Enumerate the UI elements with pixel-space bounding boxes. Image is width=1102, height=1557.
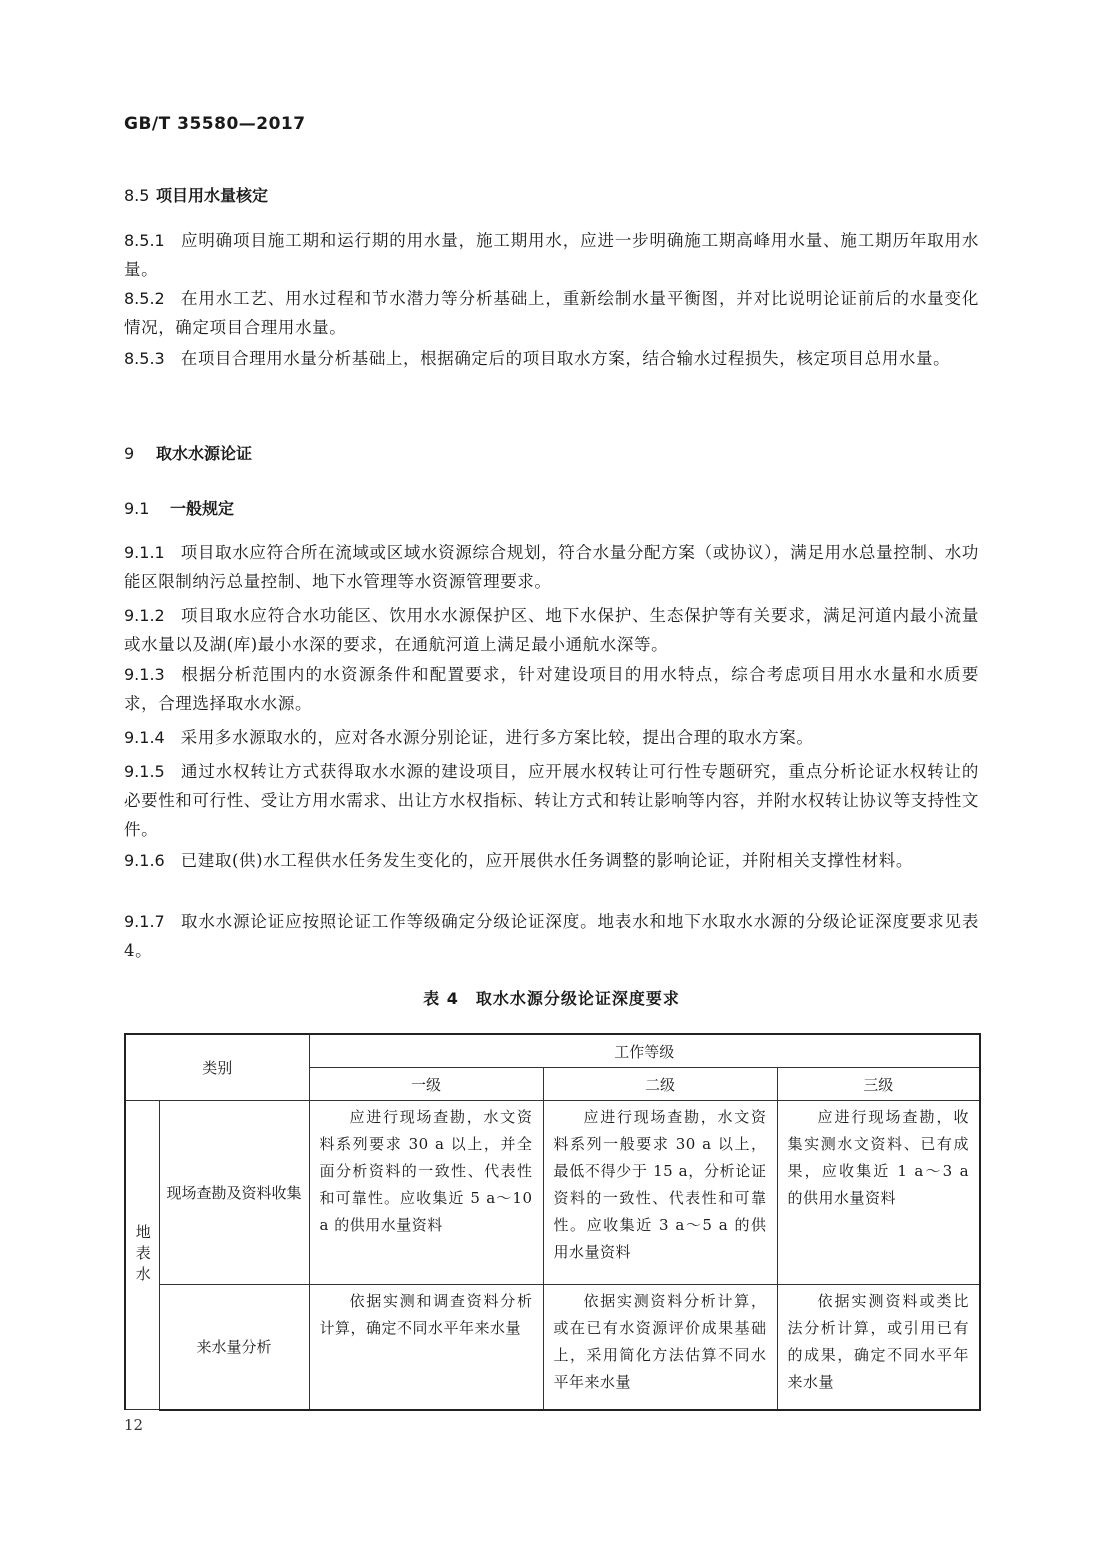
row-label: 现场查勘及资料收集 [159,1101,309,1285]
page-number: 12 [124,1416,144,1434]
paragraph-8-5-1: 8.5.1 应明确项目施工期和运行期的用水量，施工期用水，应进一步明确施工期高峰用水量、施工期历年取用水量。 [124,231,979,279]
header-level-2: 二级 [543,1068,777,1101]
standard-code: GB/T 35580—2017 [124,114,306,134]
group-label-surface-water: 地表水 [125,1101,159,1410]
header-level-3: 三级 [777,1068,980,1101]
table-cell: 应进行现场查勘，水文资料系列一般要求 30 a 以上，最低不得少于 15 a，分析论证资料的一致性、代表性和可靠性。应收集近 3 a～5 a 的供用水量资料 [543,1101,777,1285]
section-heading-9-1: 9.1 一般规定 [124,499,235,518]
table-row [125,1101,980,1285]
paragraph-9-1-4: 9.1.4 采用多水源取水的，应对各水源分别论证，进行多方案比较，提出合理的取水方案。 [124,728,814,747]
table-caption: 表 4 取水水源分级论证深度要求 [423,989,680,1008]
paragraph-9-1-6: 9.1.6 已建取(供)水工程供水任务发生变化的，应开展供水任务调整的影响论证，并附相关支撑性材料。 [124,851,913,870]
table-header-row [125,1034,980,1068]
section-heading-8-5: 8.5 项目用水量核定 [124,186,269,205]
table-cell: 依据实测和调查资料分析计算，确定不同水平年来水量 [309,1285,543,1410]
paragraph-8-5-3: 8.5.3 在项目合理用水量分析基础上，根据确定后的项目取水方案，结合输水过程损失，核定项目总用水量。 [124,349,951,368]
header-level-group: 工作等级 [309,1034,980,1068]
table-cell: 应进行现场查勘，收集实测水文资料、已有成果，应收集近 1 a～3 a 的供用水量资料 [777,1101,980,1285]
paragraph-9-1-7: 9.1.7 取水水源论证应按照论证工作等级确定分级论证深度。地表水和地下水取水水源的分级论证深度要求见表 4。 [124,912,979,960]
section-heading-9: 9 取水水源论证 [124,444,253,463]
table-cell: 依据实测资料分析计算，或在已有水资源评价成果基础上，采用简化方法估算不同水平年来水量 [543,1285,777,1410]
paragraph-9-1-2: 9.1.2 项目取水应符合水功能区、饮用水水源保护区、地下水保护、生态保护等有关要求，满足河道内最小流量或水量以及湖(库)最小水深的要求，在通航河道上满足最小通航水深等。 [124,606,979,654]
table-row [125,1285,980,1410]
source-depth-table [124,1033,981,1411]
row-label: 来水量分析 [159,1285,309,1410]
paragraph-9-1-1: 9.1.1 项目取水应符合所在流域或区域水资源综合规划，符合水量分配方案（或协议），满足用水总量控制、水功能区限制纳污总量控制、地下水管理等水资源管理要求。 [124,543,979,591]
paragraph-8-5-2: 8.5.2 在用水工艺、用水过程和节水潜力等分析基础上，重新绘制水量平衡图，并对比说明论证前后的水量变化情况，确定项目合理用水量。 [124,289,979,337]
paragraph-9-1-3: 9.1.3 根据分析范围内的水资源条件和配置要求，针对建设项目的用水特点，综合考虑项目用水水量和水质要求，合理选择取水水源。 [124,665,979,713]
header-level-1: 一级 [309,1068,543,1101]
table-cell: 依据实测资料或类比法分析计算，或引用已有的成果，确定不同水平年来水量 [777,1285,980,1410]
paragraph-9-1-5: 9.1.5 通过水权转让方式获得取水水源的建设项目，应开展水权转让可行性专题研究，重点分析论证水权转让的必要性和可行性、受让方用水需求、出让方水权指标、转让方式和转让影响等内容，并附水权转让协议等支持性文件。 [124,762,979,839]
header-category: 类别 [125,1034,309,1101]
table-cell: 应进行现场查勘，水文资料系列要求 30 a 以上，并全面分析资料的一致性、代表性和可靠性。应收集近 5 a～10 a 的供用水量资料 [309,1101,543,1285]
